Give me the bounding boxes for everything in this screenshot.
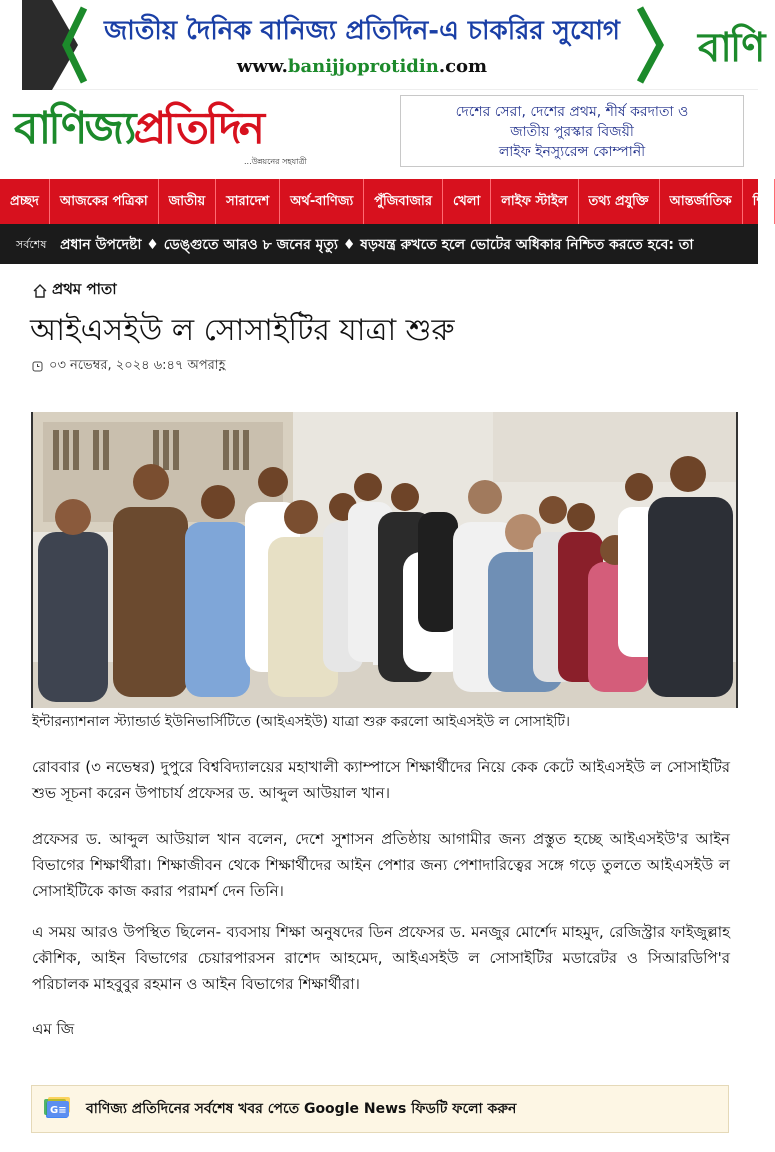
home-icon xyxy=(32,283,48,299)
main-nav xyxy=(0,179,765,224)
banner-headline: জাতীয় দৈনিক বানিজ্য প্রতিদিন-এ চাকরির সুযোগ xyxy=(104,16,620,46)
article-paragraph-2: প্রফেসর ড. আব্দুল আউয়াল খান বলেন, দেশে সুশাসন প্রতিষ্ঠায় আগামীর জন্য প্রস্তুত হচ্ছে আইএসইউ'র আইন বিভাগের শিক্ষার্থীরা। শিক্ষাজীবন থেকে শিক্ষার্থীদের আইন পেশার জন্য পেশাদারিত্বের সঙ্গে গড়ে তুলতে আইএসইউ ল সোসাইটিকে কাজ করার পরামর্শ দেন তিনি। xyxy=(32,830,730,900)
nav-item-todays-paper[interactable]: আজকের পত্রিকা xyxy=(50,179,159,224)
nav-item-business[interactable]: অর্থ-বাণিজ্য xyxy=(280,179,364,224)
masthead xyxy=(0,90,758,178)
nav-item-country[interactable]: সারাদেশ xyxy=(216,179,280,224)
clock-icon xyxy=(32,361,43,372)
banner-right-logo: বাণি xyxy=(698,25,764,71)
breadcrumb[interactable] xyxy=(32,278,117,303)
article-title: আইএসইউ ল সোসাইটির যাত্রা শুরু xyxy=(30,313,455,348)
nav-item-education[interactable]: শি xyxy=(743,179,775,224)
article-paragraph-1: রোববার (৩ নভেম্বর) দুপুরে বিশ্ববিদ্যালয়ের মহাখালী ক্যাম্পাসে শিক্ষার্থীদের নিয়ে কেক কেটে আইএসইউ ল সোসাইটির শুভ সূচনা করেন উপাচার্য প্রফেসর ড. আব্দুল আউয়াল খান। xyxy=(32,758,730,802)
nav-item-stock-market[interactable]: পুঁজিবাজার xyxy=(364,179,443,224)
publish-date: ০৩ নভেম্বর, ২০২৪ ৬:৪৭ অপরাহ্ণ xyxy=(32,356,225,377)
breadcrumb-category[interactable]: প্রথম পাতা xyxy=(52,280,117,298)
banner-left-bar xyxy=(22,0,52,90)
banner-green-chevron-right-icon xyxy=(636,6,666,84)
insurance-ad[interactable]: দেশের সেরা, দেশের প্রথম, শীর্ষ করদাতা ও জাতীয় পুরস্কার বিজয়ী লাইফ ইনস্যুরেন্স কোম্পানী xyxy=(400,95,744,167)
news-ticker xyxy=(0,224,758,264)
nav-item-technology[interactable]: তথ্য প্রযুক্তি xyxy=(579,179,660,224)
nav-item-sports[interactable]: খেলা xyxy=(443,179,491,224)
google-news-follow[interactable] xyxy=(31,1085,729,1133)
google-news-icon xyxy=(44,1097,72,1121)
photo-caption: ইন্টারন্যাশনাল স্ট্যান্ডার্ড ইউনিভার্সিটিতে (আইএসইউ) যাত্রা শুরু করলো আইএসইউ ল সোসাইটি। xyxy=(32,714,570,730)
article-photo xyxy=(31,412,738,708)
site-logo[interactable]: বাণিজ্যপ্রতিদিন ...উন্নয়নের সহযাত্রী xyxy=(14,102,314,172)
article-signature: এম জি xyxy=(32,1020,75,1038)
ticker-text[interactable]: প্রধান উপদেষ্টা ♦ ডেঙ্গুতে আরও ৮ জনের মৃত্যু ♦ ষড়যন্ত্র রুখতে হলে ভোটের অধিকার নিশ্চিত করতে হবে: তা xyxy=(60,237,694,253)
top-banner-ad[interactable] xyxy=(22,0,764,90)
banner-url: www.banijjoprotidin.com xyxy=(236,56,488,77)
nav-item-national[interactable]: জাতীয় xyxy=(159,179,217,224)
logo-tagline: ...উন্নয়নের সহযাত্রী xyxy=(244,157,307,166)
nav-item-lifestyle[interactable]: লাইফ স্টাইল xyxy=(491,179,578,224)
ticker-label: সর্বশেষ xyxy=(16,238,47,251)
nav-item-home[interactable]: প্রচ্ছদ xyxy=(0,179,50,224)
article-paragraph-3: এ সময় আরও উপস্থিত ছিলেন- ব্যবসায় শিক্ষা অনুষদের ডিন প্রফেসর ড. মনজুর মোর্শেদ মাহমুদ, রেজিস্ট্রার ফাইজুল্লাহ কৌশিক, আইন বিভাগের চেয়ারপারসন রাশেদ আহমেদ, আইএসইউ ল সোসাইটির মডারেটর ও সিআরডিপি'র পরিচালক মাহবুবুর রহমান ও আইন বিভাগের শিক্ষার্থীরা। xyxy=(32,923,730,993)
google-news-text[interactable]: বাণিজ্য প্রতিদিনের সর্বশেষ খবর পেতে Google News ফিডটি ফলো করুন xyxy=(86,1101,517,1117)
group-photo-illustration xyxy=(33,412,736,708)
nav-item-international[interactable]: আন্তর্জাতিক xyxy=(660,179,743,224)
svg-text:G≡: G≡ xyxy=(50,1105,67,1116)
